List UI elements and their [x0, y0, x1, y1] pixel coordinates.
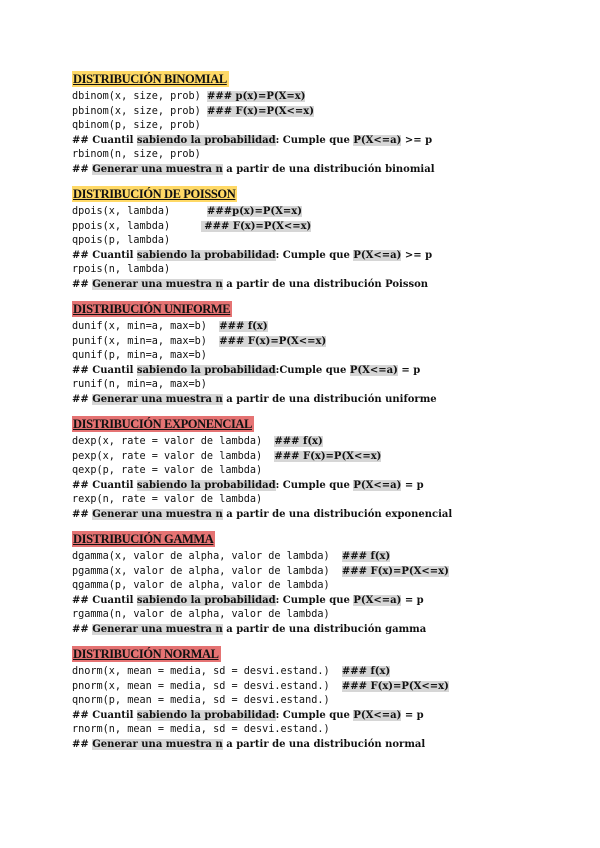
- code-line: [72, 479, 542, 494]
- comment-text: a partir de una distribución uniforme: [222, 393, 437, 405]
- code-line: [72, 320, 542, 335]
- code-line: [72, 119, 542, 134]
- comment-prefix: ##: [72, 278, 93, 290]
- comment-prefix: ##: [72, 623, 93, 635]
- code-line: [72, 335, 542, 350]
- comment-text: a partir de una distribución exponencial: [222, 508, 453, 520]
- code-line: [72, 508, 542, 523]
- code-call: qnorm(p, mean = media, sd = desvi.estand.): [72, 695, 330, 706]
- comment-highlight: Generar una muestra n: [92, 163, 223, 175]
- code-line: [72, 608, 542, 623]
- comment-text: : Cumple que: [275, 709, 354, 721]
- code-line: [72, 134, 542, 149]
- code-line: [72, 364, 542, 379]
- section-5: [72, 645, 542, 752]
- code-line: [72, 738, 542, 753]
- comment-text: :Cumple que: [275, 364, 350, 376]
- comment-highlight: sabiendo la probabilidad: [136, 479, 276, 491]
- comment-highlight: P(X<=a): [353, 594, 402, 606]
- comment-prefix: ##: [72, 508, 93, 520]
- code-comment: ### F(x)=P(X<=x): [341, 565, 449, 577]
- comment-text: : Cumple que: [275, 479, 354, 491]
- section-heading: DISTRIBUCIÓN NORMAL: [73, 647, 219, 661]
- code-call: pgamma(x, valor de alpha, valor de lambda): [72, 565, 342, 577]
- comment-text: = p: [401, 594, 424, 606]
- code-line: [72, 579, 542, 594]
- code-line: [72, 234, 542, 249]
- code-call: rpois(n, lambda): [72, 264, 171, 275]
- comment-highlight: sabiendo la probabilidad: [136, 594, 276, 606]
- code-line: [72, 665, 542, 680]
- code-call: dunif(x, min=a, max=b): [72, 321, 220, 332]
- comment-highlight: Generar una muestra n: [92, 738, 223, 750]
- code-line: [72, 220, 542, 235]
- code-line: [72, 694, 542, 709]
- code-call: dnorm(x, mean = media, sd = desvi.estand.): [72, 666, 342, 677]
- code-call: dpois(x, lambda): [72, 206, 207, 217]
- comment-text: a partir de una distribución binomial: [222, 163, 435, 175]
- code-line: [72, 205, 542, 220]
- code-line: [72, 435, 542, 450]
- comment-highlight: sabiendo la probabilidad: [136, 364, 276, 376]
- code-line: [72, 493, 542, 508]
- comment-text: a partir de una distribución normal: [222, 738, 426, 750]
- comment-highlight: P(X<=a): [353, 479, 402, 491]
- code-line: [72, 450, 542, 465]
- section-3: [72, 415, 542, 522]
- code-comment: ### f(x): [341, 551, 391, 562]
- comment-prefix: ## Cuantil: [72, 134, 137, 146]
- code-line: [72, 565, 542, 580]
- code-line: [72, 723, 542, 738]
- comment-highlight: P(X<=a): [349, 364, 398, 376]
- section-heading: DISTRIBUCIÓN DE POISSON: [73, 187, 236, 201]
- document-page: [72, 70, 542, 760]
- code-call: dexp(x, rate = valor de lambda): [72, 436, 275, 447]
- code-call: ppois(x, lambda): [72, 220, 201, 232]
- section-heading: DISTRIBUCIÓN BINOMIAL: [73, 72, 227, 86]
- code-call: qpois(p, lambda): [72, 235, 171, 246]
- comment-text: >= p: [401, 134, 433, 146]
- section-heading: DISTRIBUCIÓN UNIFORME: [73, 302, 231, 316]
- comment-text: : Cumple que: [275, 134, 354, 146]
- code-comment: ### F(x)=P(X<=x): [274, 450, 382, 462]
- code-comment: ### p(x)=P(X=x): [206, 91, 306, 102]
- code-call: qgamma(p, valor de alpha, valor de lambda): [72, 580, 330, 591]
- section-1: [72, 185, 542, 292]
- code-line: [72, 594, 542, 609]
- code-comment: ### F(x)=P(X<=x): [206, 105, 314, 117]
- code-line: [72, 349, 542, 364]
- comment-highlight: P(X<=a): [353, 134, 402, 146]
- comment-highlight: sabiendo la probabilidad: [136, 249, 276, 261]
- code-call: rnorm(n, mean = media, sd = desvi.estand.): [72, 724, 330, 735]
- comment-text: a partir de una distribución gamma: [222, 623, 427, 635]
- code-line: [72, 680, 542, 695]
- comment-text: : Cumple que: [275, 594, 354, 606]
- section-heading: DISTRIBUCIÓN EXPONENCIAL: [73, 417, 252, 431]
- comment-text: >= p: [401, 249, 433, 261]
- comment-text: = p: [401, 479, 424, 491]
- code-call: rexp(n, rate = valor de lambda): [72, 494, 263, 505]
- comment-highlight: Generar una muestra n: [92, 393, 223, 405]
- comment-prefix: ##: [72, 163, 93, 175]
- code-line: [72, 623, 542, 638]
- comment-highlight: sabiendo la probabilidad: [136, 134, 276, 146]
- code-call: qexp(p, rate = valor de lambda): [72, 465, 263, 476]
- comment-text: a partir de una distribución Poisson: [222, 278, 429, 290]
- section-4: [72, 530, 542, 637]
- comment-prefix: ##: [72, 738, 93, 750]
- code-call: punif(x, min=a, max=b): [72, 335, 220, 347]
- comment-text: = p: [397, 364, 421, 376]
- comment-highlight: Generar una muestra n: [92, 508, 223, 520]
- code-line: [72, 709, 542, 724]
- comment-prefix: ## Cuantil: [72, 249, 137, 261]
- code-line: [72, 550, 542, 565]
- code-line: [72, 263, 542, 278]
- code-comment: ### F(x)=P(X<=x): [200, 220, 312, 232]
- comment-highlight: Generar una muestra n: [92, 623, 223, 635]
- code-line: [72, 249, 542, 264]
- code-line: [72, 278, 542, 293]
- section-0: [72, 70, 542, 177]
- code-comment: ### f(x): [274, 436, 323, 447]
- code-call: dgamma(x, valor de alpha, valor de lambda): [72, 551, 342, 562]
- comment-highlight: P(X<=a): [353, 709, 402, 721]
- section-heading: DISTRIBUCIÓN GAMMA: [73, 532, 214, 546]
- code-comment: ### f(x): [341, 666, 391, 677]
- code-call: pexp(x, rate = valor de lambda): [72, 450, 275, 462]
- comment-highlight: P(X<=a): [353, 249, 402, 261]
- code-line: [72, 105, 542, 120]
- code-call: rbinom(n, size, prob): [72, 149, 201, 160]
- comment-prefix: ## Cuantil: [72, 709, 137, 721]
- section-2: [72, 300, 542, 407]
- comment-prefix: ## Cuantil: [72, 364, 137, 376]
- code-call: pnorm(x, mean = media, sd = desvi.estand.): [72, 680, 342, 692]
- code-comment: ### f(x): [219, 321, 268, 332]
- code-call: qunif(p, min=a, max=b): [72, 350, 207, 361]
- comment-highlight: sabiendo la probabilidad: [136, 709, 276, 721]
- code-call: pbinom(x, size, prob): [72, 105, 207, 117]
- comment-prefix: ## Cuantil: [72, 479, 137, 491]
- comment-prefix: ##: [72, 393, 93, 405]
- code-call: runif(n, min=a, max=b): [72, 379, 207, 390]
- code-comment: ###p(x)=P(X=x): [206, 206, 302, 217]
- code-comment: ### F(x)=P(X<=x): [219, 335, 327, 347]
- comment-highlight: Generar una muestra n: [92, 278, 223, 290]
- code-line: [72, 393, 542, 408]
- code-call: qbinom(p, size, prob): [72, 120, 201, 131]
- comment-prefix: ## Cuantil: [72, 594, 137, 606]
- code-line: [72, 464, 542, 479]
- code-line: [72, 378, 542, 393]
- code-call: rgamma(n, valor de alpha, valor de lambda): [72, 609, 330, 620]
- comment-text: = p: [401, 709, 424, 721]
- code-comment: ### F(x)=P(X<=x): [341, 680, 449, 692]
- code-call: dbinom(x, size, prob): [72, 91, 207, 102]
- code-line: [72, 148, 542, 163]
- code-line: [72, 90, 542, 105]
- comment-text: : Cumple que: [275, 249, 354, 261]
- code-line: [72, 163, 542, 178]
